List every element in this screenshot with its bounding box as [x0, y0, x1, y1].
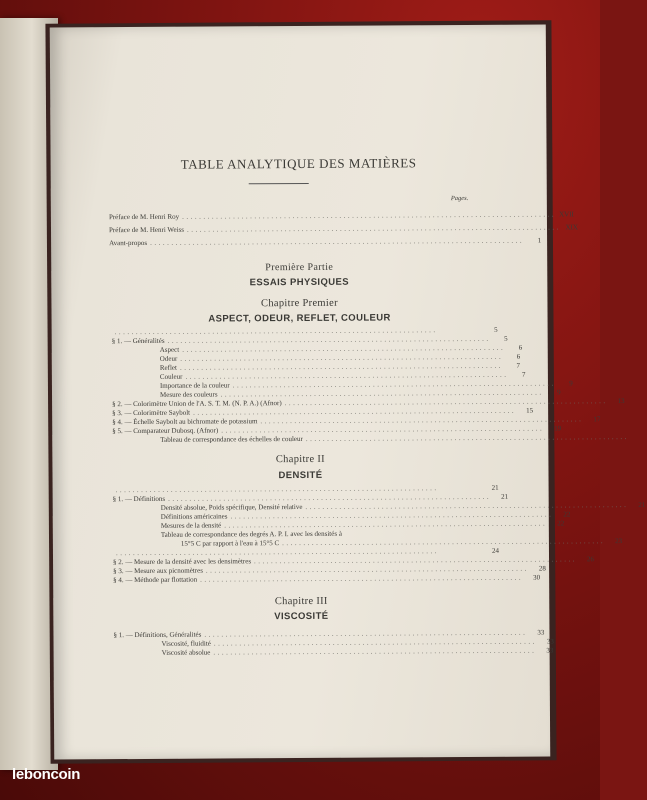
toc-entry: Préface de M. Henri Roy ........................................................................................ XVII — [108, 210, 574, 222]
part-subtitle: ESSAIS PHYSIQUES — [249, 276, 350, 289]
toc-entry: Viscosité, fluidité ............................................................................ 33 — [161, 637, 554, 648]
toc-entry: § 1. — Généralités ............................................................................ 5 — [111, 334, 508, 346]
page-title: TABLE ANALYTIQUE DES MATIÈRES — [180, 155, 417, 172]
chapter-title: Chapitre III — [274, 595, 328, 608]
toc-entry: § 4. — Échelle Saybolt au bichromate de potassium ............................................................................ 17 — [112, 415, 601, 427]
toc-entry: Définitions américaines ............................................................................ 22 — [160, 510, 571, 521]
title-divider — [249, 183, 309, 184]
chapter-subtitle: ASPECT, ODEUR, REFLET, COULEUR — [208, 312, 391, 325]
chapter-subtitle: VISCOSITÉ — [274, 610, 329, 623]
toc-entry: Couleur ............................................................................ 7 — [159, 370, 526, 381]
toc-entry: Viscosité absolue ............................................................................ 33 — [161, 646, 554, 657]
toc-entry: § 3. — Colorimètre Saybolt ............................................................................ 15 — [112, 406, 534, 418]
part-title: Première Partie — [265, 261, 334, 274]
toc-entry: Odeur ............................................................................ 6 — [159, 352, 521, 363]
toc-entry: § 3. — Mesure aux picnomètres ............................................................................ 28 — [113, 564, 546, 576]
toc-entry: Densité absolue, Poids spécifique, Densité relative ............................................................................ 21 — [160, 500, 646, 512]
toc-entry: ............................................................................ 24 — [115, 546, 499, 558]
toc-entry: § 2. — Mesure de la densité avec les densimètres ............................................................................ 26 — [113, 555, 595, 567]
leboncoin-watermark: leboncoin — [12, 766, 81, 783]
toc-entry: Tableau de correspondance des degrés A. P. I. avec les densités à — [160, 529, 342, 539]
toc-entry: Aspect ............................................................................ 6 — [159, 343, 523, 354]
toc-entry: § 1. — Définitions, Généralités ............................................................................ 33 — [113, 628, 545, 640]
toc-entry: Préface de M. Henri Weiss ........................................................................................ XIX — [108, 223, 578, 235]
pages-column-header: Pages. — [450, 194, 469, 203]
book-page — [50, 24, 646, 759]
toc-entry: Importance de la couleur ............................................................................ 9 — [159, 379, 573, 390]
toc-entry: 15°5 C par rapport à l'eau à 15°5 C ............................................................................ 23 — [180, 537, 623, 548]
toc-entry: § 5. — Comparateur Dubosq. (Afnor) ............................................................................ 19 — [112, 424, 562, 436]
toc-entry: ............................................................................ 5 — [114, 325, 498, 337]
chapter-title: Chapitre Premier — [261, 297, 338, 310]
toc-entry: § 4. — Méthode par flottation ............................................................................ 30 — [113, 573, 541, 585]
toc-entry: Tableau de correspondance des échelles de couleur ............................................................................ — [160, 432, 629, 444]
chapter-title: Chapitre II — [275, 453, 325, 466]
toc-entry: Reflet ............................................................................ 7 — [159, 361, 520, 372]
toc-entry: Mesure des couleurs ............................................................................ 9 — [159, 388, 561, 399]
toc-entry: Avant-propos ........................................................................................ 1 — [109, 236, 542, 248]
toc-entry: § 2. — Colorimètre Union de l'A. S. T. M. (N. P. A.) (Afnor) ............................................................................ 13 — [112, 397, 625, 409]
chapter-subtitle: DENSITÉ — [278, 469, 323, 482]
toc-entry: § 1. — Définitions ............................................................................ 21 — [112, 492, 509, 504]
toc-entry: Mesures de la densité ............................................................................ 22 — [160, 519, 565, 530]
toc-entry: ............................................................................ 21 — [115, 483, 499, 495]
